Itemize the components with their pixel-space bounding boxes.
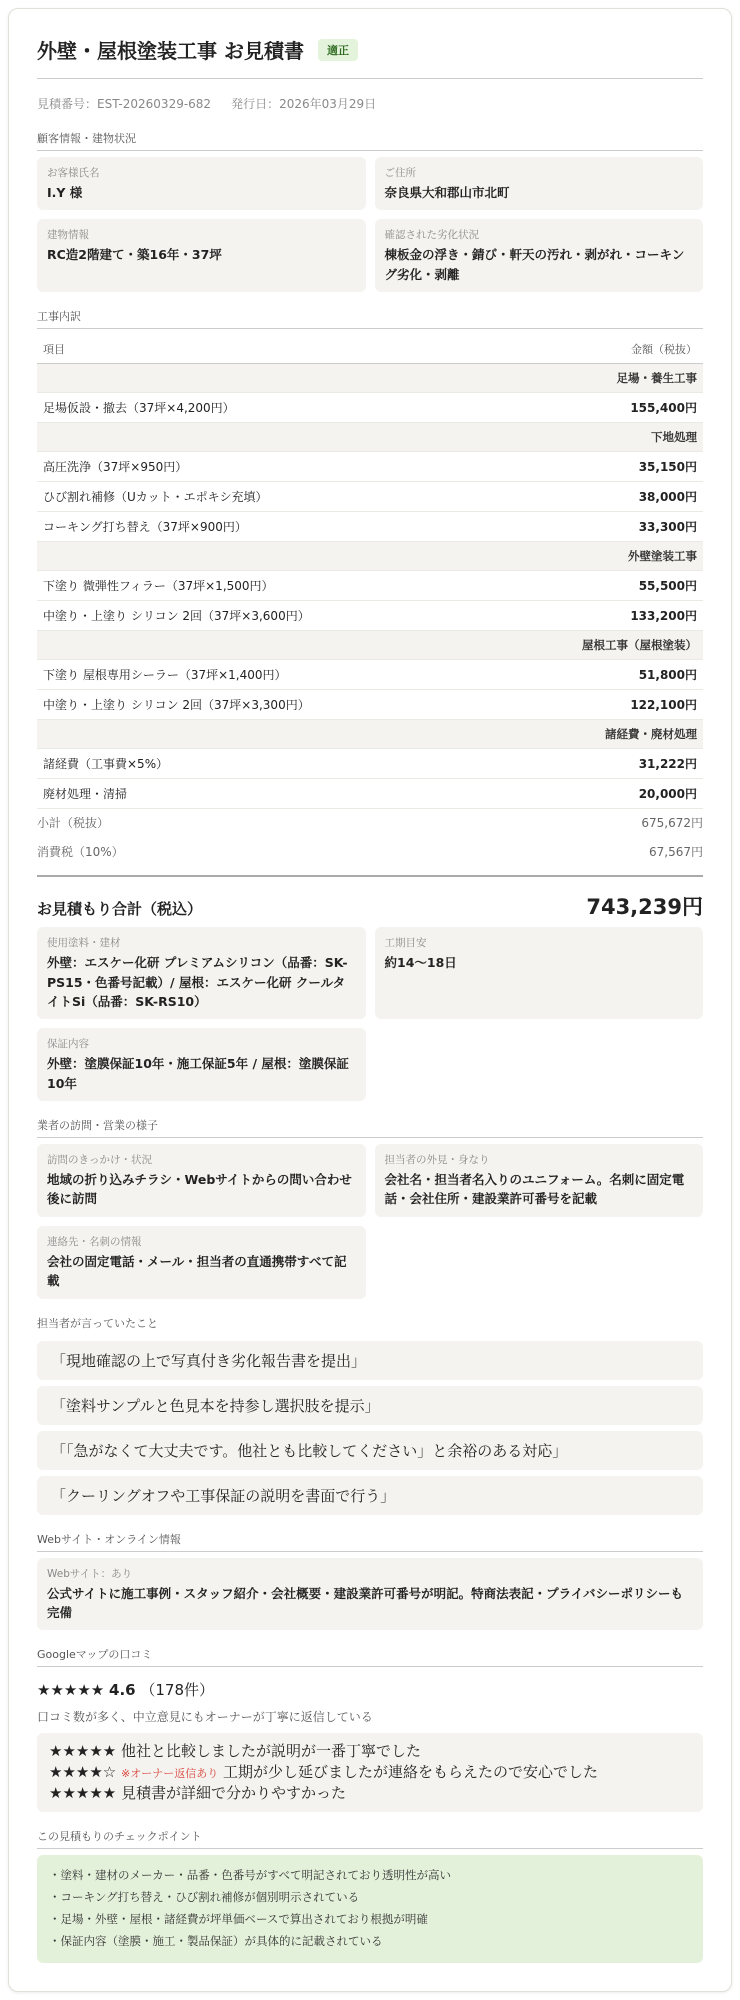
checkpoint-item: ・塗料・建材のメーカー・品番・色番号がすべて明記されており透明性が高い	[49, 1868, 452, 1883]
duration: 約14〜18日	[384, 955, 457, 971]
category-row	[37, 423, 703, 452]
item-amount: 122,100円	[556, 690, 703, 720]
item-label: 中塗り・上塗り シリコン 2回（37坪×3,600円）	[37, 601, 556, 631]
appearance: 会社名・担当者名入りのユニフォーム。名刺に固定電話・会社住所・建設業許可番号を記載	[384, 1172, 685, 1207]
quote-item: 「塗料サンプルと色見本を持参し選択肢を提示」	[37, 1386, 703, 1425]
table-row	[37, 571, 703, 601]
review-item	[49, 1762, 691, 1783]
review-text: 工期が少し延びましたが連絡をもらえたので安心でした	[223, 1763, 599, 1782]
item-label: コーキング打ち替え（37坪×900円）	[37, 512, 556, 542]
item-amount: 55,500円	[556, 571, 703, 601]
item-amount: 51,800円	[556, 660, 703, 690]
checkpoint-item: ・コーキング打ち替え・ひび割れ補修が個別明示されている	[49, 1890, 360, 1905]
customer-name-card	[37, 157, 366, 210]
card-label: Webサイト：あり	[47, 1567, 133, 1580]
web-section-title: Webサイト・オンライン情報	[37, 1525, 703, 1552]
contact-info: 会社の固定電話・メール・担当者の直通携帯すべて記載	[47, 1253, 347, 1289]
card-label: 使用塗料・建材	[47, 937, 121, 950]
visit-trigger-card	[37, 1144, 366, 1217]
star-rating-icon: ★★★★★	[49, 1742, 117, 1761]
rating-score: 4.6	[109, 1681, 136, 1700]
card-label: 確認された劣化状況	[384, 229, 479, 242]
tax-row	[37, 838, 703, 867]
details-grid	[37, 927, 703, 1101]
table-row	[37, 512, 703, 542]
card-label: 工期目安	[384, 937, 427, 950]
item-amount: 20,000円	[556, 779, 703, 809]
table-row	[37, 452, 703, 482]
item-label: 中塗り・上塗り シリコン 2回（37坪×3,300円）	[37, 690, 556, 720]
estimate-meta	[37, 79, 703, 124]
card-label: お客様氏名	[47, 167, 100, 179]
deterioration: 棟板金の浮き・錆び・軒天の汚れ・剥がれ・コーキング劣化・剥離	[384, 247, 685, 282]
item-amount: 31,222円	[556, 749, 703, 779]
table-row	[37, 482, 703, 512]
breakdown-section-title: 工事内訳	[37, 302, 703, 329]
review-text: 見積書が詳細で分かりやすかった	[121, 1784, 347, 1803]
category-row	[37, 542, 703, 571]
customer-grid	[37, 157, 703, 292]
visit-trigger: 地域の折り込みチラシ・Webサイトからの問い合わせ後に訪問	[47, 1172, 352, 1207]
building-info: RC造2階建て・築16年・37坪	[47, 247, 222, 263]
checkpoint-item: ・保証内容（塗膜・施工・製品保証）が具体的に記載されている	[49, 1933, 383, 1948]
star-rating-icon: ★★★★☆	[49, 1763, 117, 1782]
total-label: お見積もり合計（税込）	[37, 900, 203, 919]
quote-item: 「現地確認の上で写真付き劣化報告書を提出」	[37, 1341, 703, 1380]
deterioration-card	[375, 219, 704, 292]
owner-reply-badge: ※オーナー返信あり	[121, 1767, 219, 1781]
estimate-sheet	[8, 8, 732, 1992]
card-label: 訪問のきっかけ・状況	[47, 1154, 152, 1166]
quote-item: 「「急がなくて大丈夫です。他社とも比較してください」と余裕のある対応」	[37, 1431, 703, 1470]
table-row	[37, 660, 703, 690]
checkpoints-box	[37, 1855, 703, 1962]
item-label: 下塗り 屋根専用シーラー（37坪×1,400円）	[37, 660, 556, 690]
contact-card	[37, 1226, 366, 1299]
item-label: 下塗り 微弾性フィラー（37坪×1,500円）	[37, 571, 556, 601]
star-rating-icon: ★★★★★	[37, 1681, 105, 1700]
item-label: 廃材処理・清掃	[37, 779, 556, 809]
warranty: 外壁：塗膜保証10年・施工保証5年 / 屋根：塗膜保証10年	[47, 1056, 349, 1091]
customer-section-title: 顧客情報・建物状況	[37, 124, 703, 151]
customer-name: I.Y 様	[47, 185, 83, 200]
review-text: 他社と比較しましたが説明が一番丁寧でした	[121, 1742, 422, 1761]
review-item	[49, 1741, 691, 1762]
item-label: 足場仮設・撤去（37坪×4,200円）	[37, 393, 556, 423]
total-value: 743,239円	[586, 895, 703, 920]
item-amount: 155,400円	[556, 393, 703, 423]
category-label: 足場・養生工事	[37, 364, 703, 393]
subtotal-label: 小計（税抜）	[37, 816, 110, 831]
rating-summary	[37, 1673, 703, 1704]
item-amount: 33,300円	[556, 512, 703, 542]
materials: 外壁：エスケー化研 プレミアムシリコン（品番：SK-PS15・色番号記載）/ 屋根：エスケー化研 クールタイトSi（品番：SK-RS10）	[47, 955, 348, 1009]
table-row	[37, 749, 703, 779]
category-row	[37, 364, 703, 393]
tax-value: 67,567円	[649, 845, 703, 860]
subtotal-row	[37, 809, 703, 838]
total-row	[37, 875, 703, 927]
quotes-list	[37, 1341, 703, 1515]
category-label: 外壁塗装工事	[37, 542, 703, 571]
card-label: 保証内容	[47, 1038, 89, 1051]
table-row	[37, 690, 703, 720]
visit-grid	[37, 1144, 703, 1299]
card-label: 担当者の外見・身なり	[384, 1154, 490, 1166]
website-card	[37, 1558, 703, 1631]
card-label: 連絡先・名刺の情報	[47, 1235, 142, 1248]
item-amount: 133,200円	[556, 601, 703, 631]
review-count: （178件）	[140, 1681, 215, 1700]
item-amount: 38,000円	[556, 482, 703, 512]
quote-item: 「クーリングオフや工事保証の説明を書面で行う」	[37, 1476, 703, 1515]
said-section-title: 担当者が言っていたこと	[37, 1316, 158, 1330]
category-label: 下地処理	[37, 423, 703, 452]
subtotal-value: 675,672円	[641, 816, 703, 831]
table-row	[37, 393, 703, 423]
item-label: ひび割れ補修（Uカット・エポキシ充填）	[37, 482, 556, 512]
checkpoint-item: ・足場・外壁・屋根・諸経費が坪単価ベースで算出されており根拠が明確	[49, 1911, 428, 1926]
title-row	[37, 23, 703, 79]
col-item-header: 項目	[37, 335, 556, 364]
warranty-card	[37, 1028, 366, 1101]
category-row	[37, 720, 703, 749]
item-amount: 35,150円	[556, 452, 703, 482]
materials-card	[37, 927, 366, 1019]
card-label: 建物情報	[47, 229, 89, 242]
building-info-card	[37, 219, 366, 292]
item-label: 諸経費（工事費×5%）	[37, 749, 556, 779]
estimate-number: 見積番号：EST-20260329-682	[37, 97, 212, 111]
reviews-list	[37, 1733, 703, 1812]
col-amount-header: 金額（税抜）	[556, 335, 703, 364]
address: 奈良県大和郡山市北町	[384, 185, 510, 200]
reviews-section-title: Googleマップの口コミ	[37, 1640, 703, 1667]
breakdown-table	[37, 335, 703, 809]
visit-section-title: 業者の訪問・営業の様子	[37, 1111, 703, 1138]
category-label: 諸経費・廃材処理	[37, 720, 703, 749]
item-label: 高圧洗浄（37坪×950円）	[37, 452, 556, 482]
category-row	[37, 631, 703, 660]
checkpoints-section-title: この見積もりのチェックポイント	[37, 1822, 703, 1849]
review-item	[49, 1783, 691, 1804]
page-title: 外壁・屋根塗装工事 お見積書	[37, 39, 304, 63]
table-row	[37, 779, 703, 809]
star-rating-icon: ★★★★★	[49, 1784, 117, 1803]
table-row	[37, 601, 703, 631]
website-info: 公式サイトに施工事例・スタッフ紹介・会社概要・建設業許可番号が明記。特商法表記・プライバシーポリシーも完備	[47, 1585, 684, 1620]
tax-label: 消費税（10%）	[37, 845, 124, 860]
card-label: ご住所	[384, 167, 416, 179]
rating-note: 口コミ数が多く、中立意見にもオーナーが丁寧に返信している	[37, 1710, 373, 1725]
category-label: 屋根工事（屋根塗装）	[37, 631, 703, 660]
duration-card	[375, 927, 704, 1019]
issue-date: 発行日：2026年03月29日	[231, 97, 377, 111]
status-badge: 適正	[318, 39, 358, 61]
appearance-card	[375, 1144, 704, 1217]
table-header-row	[37, 335, 703, 364]
address-card	[375, 157, 704, 210]
